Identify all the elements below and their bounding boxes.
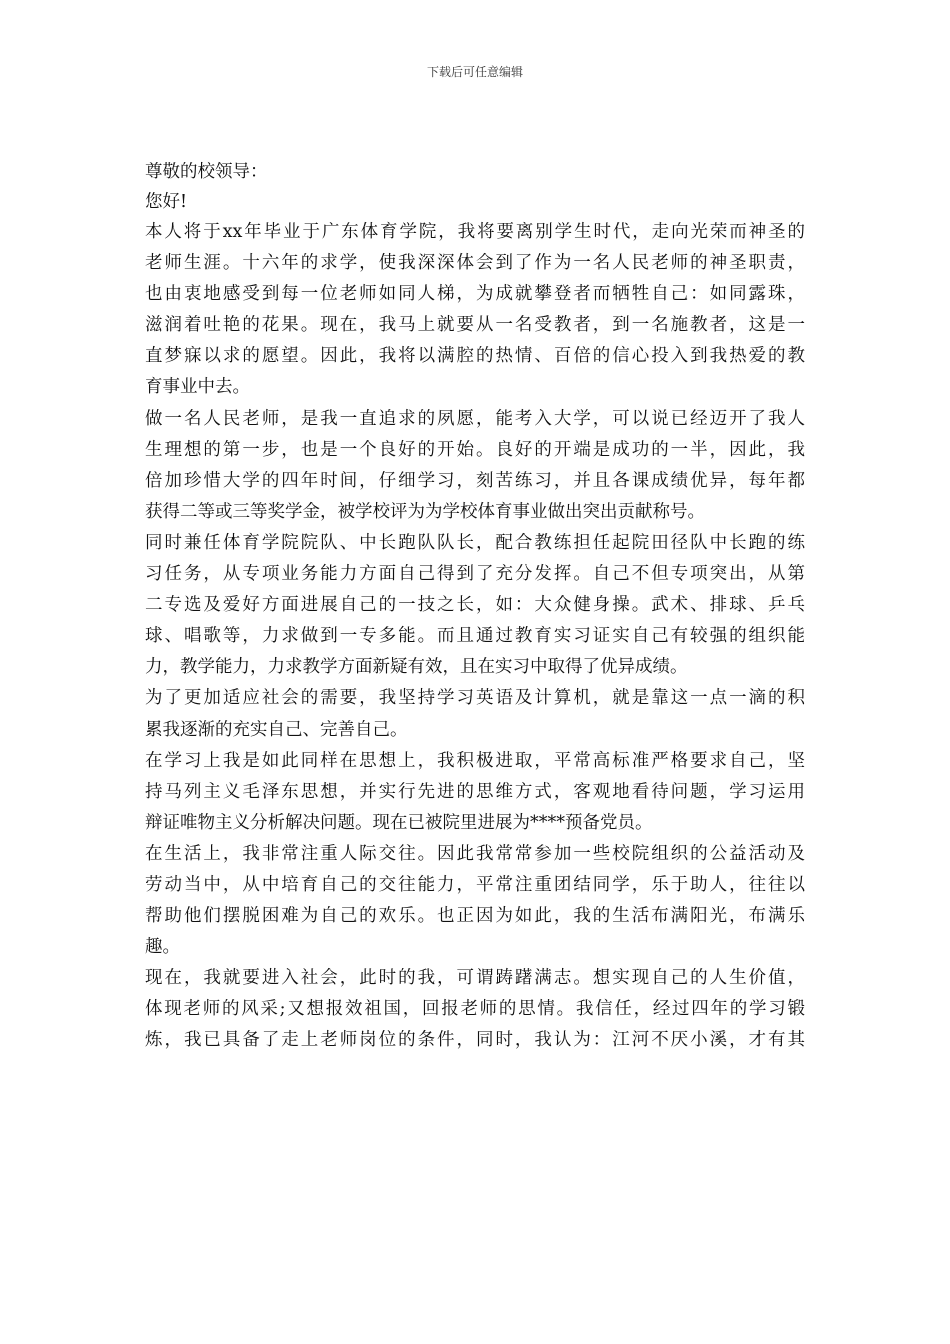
page-header-note: 下载后可任意编辑 [426, 65, 523, 79]
text-line: 倍加珍惜大学的四年时间，仔细学习，刻苦练习，并且各课成绩优异，每年都 [145, 470, 805, 491]
text-line: 体现老师的风采;又想报效祖国，回报老师的思情。我信任，经过四年的学习锻 [145, 999, 805, 1020]
text-line: 育事业中去。 [145, 377, 250, 398]
text-line: 为了更加适应社会的需要，我坚持学习英语及计算机，就是靠这一点一滴的积 [145, 688, 805, 709]
letter-body [145, 157, 805, 1057]
text-line: 在生活上，我非常注重人际交往。因此我常常参加一些校院组织的公益活动及 [145, 843, 805, 864]
text-line: 累我逐渐的充实自己、完善自己。 [145, 719, 408, 740]
paragraph-graduation [145, 217, 805, 404]
text-line: 二专选及爱好方面进展自己的一技之长，如：大众健身操。武术、排球、乒乓 [145, 595, 805, 616]
text-line: 持马列主义毛泽东思想，并实行先进的思维方式，客观地看待问题，学习运用 [145, 781, 805, 802]
text-line: 同时兼任体育学院院队、中长跑队队长，配合教练担任起院田径队中长跑的练 [145, 532, 805, 553]
text-line: 获得二等或三等奖学金，被学校评为为学校体育事业做出突出贡献称号。 [145, 501, 705, 522]
text-line: 滋润着吐艳的花果。现在，我马上就要从一名受教者，到一名施教者，这是一 [145, 315, 805, 336]
text-line: 趣。 [145, 937, 180, 958]
text-line: 炼，我已具备了走上老师岗位的条件，同时，我认为：江河不厌小溪，才有其 [145, 1030, 805, 1051]
letter-salutation: 尊敬的校领导： [145, 162, 268, 182]
text-line: 辩证唯物主义分析解决问题。现在已被院里进展为****预备党员。 [145, 812, 653, 833]
text-line: 帮助他们摆脱困难为自己的欢乐。也正因为如此，我的生活布满阳光，布满乐 [145, 906, 805, 927]
text-line: 做一名人民老师，是我一直追求的夙愿，能考入大学，可以说已经迈开了我人 [145, 408, 805, 429]
text-line: 生理想的第一步，也是一个良好的开始。良好的开端是成功的一半，因此，我 [145, 439, 805, 460]
paragraph-outlook [145, 963, 805, 1056]
text-line: 力，教学能力，力求教学方面新疑有效，且在实习中取得了优异成绩。 [145, 657, 688, 678]
paragraph-life [145, 839, 805, 963]
text-line: 也由衷地感受到每一位老师如同人梯，为成就攀登者而牺牲自己：如同露珠， [145, 284, 805, 305]
paragraph-athletics [145, 528, 805, 683]
text-line: 本人将于xx年毕业于广东体育学院，我将要离别学生时代，走向光荣而神圣的 [145, 222, 805, 242]
text-line: 直梦寐以求的愿望。因此，我将以满腔的热情、百倍的信心投入到我热爱的教 [145, 346, 805, 367]
text-line: 现在，我就要进入社会，此时的我，可谓踌躇满志。想实现自己的人生价值， [145, 968, 805, 989]
text-line: 球、唱歌等，力求做到一专多能。而且通过教育实习证实自己有较强的组织能 [145, 626, 805, 647]
paragraph-ideology [145, 746, 805, 839]
text-line: 习任务，从专项业务能力方面自己得到了充分发挥。自己不但专项突出，从第 [145, 564, 805, 585]
paragraph-skills [145, 683, 805, 745]
text-line: 在学习上我是如此同样在思想上，我积极进取，平常高标准严格要求自己，坚 [145, 750, 805, 771]
letter-greeting: 您好! [145, 192, 188, 212]
paragraph-aspiration [145, 404, 805, 528]
text-line: 劳动当中，从中培育自己的交往能力，平常注重团结同学，乐于助人，往往以 [145, 874, 805, 895]
text-line: 老师生涯。十六年的求学，使我深深体会到了作为一名人民老师的神圣职责， [145, 253, 805, 274]
